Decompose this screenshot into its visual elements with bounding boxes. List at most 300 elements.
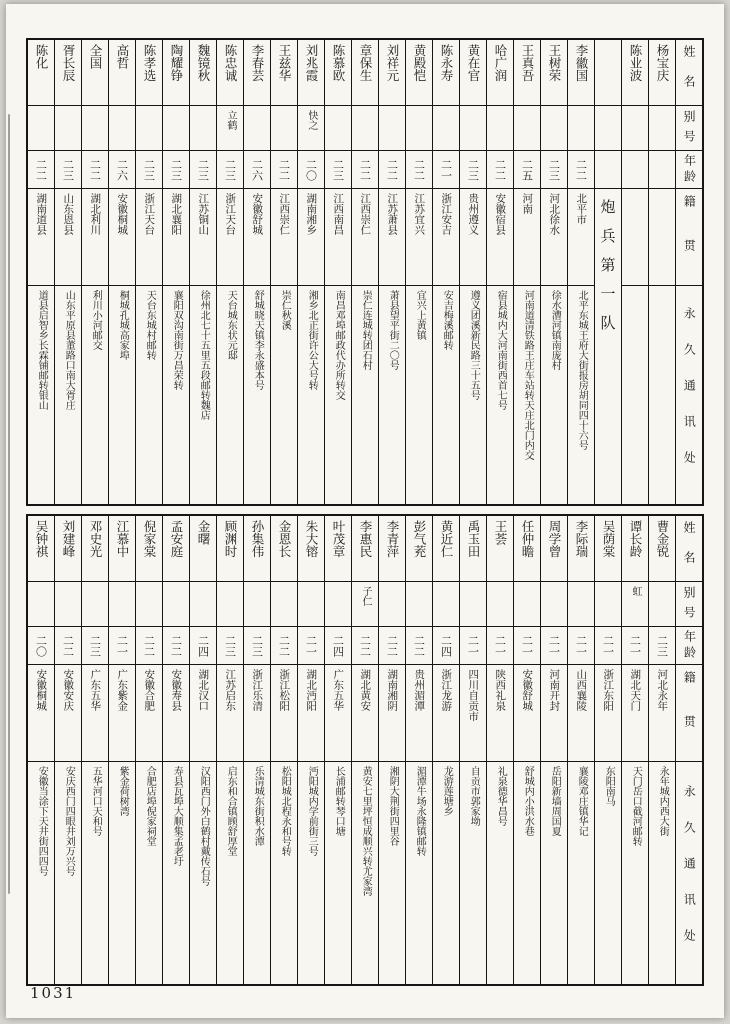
age-cell	[244, 151, 270, 189]
person-column	[324, 40, 351, 504]
person-column	[243, 516, 270, 984]
person-column	[54, 516, 81, 984]
origin-cell	[217, 189, 243, 286]
person-column	[405, 40, 432, 504]
page-spine-shadow	[8, 114, 10, 894]
person-age: 二二	[358, 634, 372, 657]
age-cell	[433, 151, 459, 189]
origin-cell	[487, 665, 513, 762]
person-age: 二二	[277, 634, 291, 657]
name-cell	[460, 40, 486, 106]
alias-cell	[568, 582, 594, 627]
name-cell	[460, 516, 486, 582]
alias-cell	[649, 106, 675, 151]
person-age: 二四	[439, 634, 453, 657]
origin-cell	[55, 189, 81, 286]
address-cell	[649, 762, 675, 984]
person-column	[540, 40, 567, 504]
alias-cell	[406, 582, 432, 627]
address-cell	[649, 286, 675, 504]
age-cell	[271, 627, 297, 665]
origin-cell	[379, 189, 405, 286]
person-origin: 湖北襄阳	[170, 193, 183, 235]
person-address: 长浦邮转琴口塘	[333, 766, 345, 836]
alias-cell	[82, 106, 108, 151]
person-age: 二一	[493, 634, 507, 657]
person-name: 陈化	[34, 44, 49, 69]
person-column	[432, 40, 459, 504]
person-address: 黄安七里坪恒成顺兴转尤家湾	[360, 766, 372, 896]
address-cell	[514, 762, 540, 984]
origin-cell	[28, 665, 54, 762]
person-origin: 安徽桐城	[35, 669, 48, 711]
name-cell	[595, 516, 621, 582]
origin-cell	[190, 189, 216, 286]
alias-cell	[82, 582, 108, 627]
age-cell	[514, 151, 540, 189]
row-header-cell	[676, 762, 702, 984]
name-cell	[55, 516, 81, 582]
age-cell	[136, 627, 162, 665]
age-cell	[352, 627, 378, 665]
origin-cell	[541, 189, 567, 286]
person-origin: 湖北天门	[629, 669, 642, 711]
age-cell	[190, 627, 216, 665]
person-origin: 湖南道县	[35, 193, 48, 235]
alias-cell	[352, 106, 378, 151]
age-cell	[217, 627, 243, 665]
person-age: 二〇	[304, 158, 318, 181]
person-address: 湘乡北正街许公大号转	[306, 290, 318, 390]
row-header-cell	[676, 189, 702, 286]
age-cell	[190, 151, 216, 189]
alias-cell	[244, 582, 270, 627]
address-cell	[82, 762, 108, 984]
address-cell	[379, 286, 405, 504]
person-origin: 陕西礼泉	[494, 669, 507, 711]
address-cell	[82, 286, 108, 504]
section-column	[594, 40, 621, 504]
origin-cell	[82, 665, 108, 762]
age-cell	[649, 627, 675, 665]
origin-cell	[298, 665, 324, 762]
person-address: 襄陵邓庄镇华记	[576, 766, 588, 836]
person-name: 黄近仁	[439, 520, 454, 558]
alias-cell	[622, 582, 648, 627]
person-origin: 江西崇仁	[359, 193, 372, 235]
scanned-page	[6, 4, 724, 1018]
person-origin: 浙江安吉	[440, 193, 453, 235]
person-origin: 江苏铜山	[197, 193, 210, 235]
age-cell	[28, 627, 54, 665]
name-cell	[433, 516, 459, 582]
alias-cell	[28, 106, 54, 151]
section-title-cell	[595, 189, 621, 504]
origin-cell	[325, 189, 351, 286]
person-name: 王兹华	[277, 44, 292, 82]
person-column	[189, 40, 216, 504]
address-cell	[271, 762, 297, 984]
person-address: 道县启智乡长霖铺邮转银山	[36, 290, 48, 410]
alias-cell	[406, 106, 432, 151]
person-address: 安徽当涂下天井街四四号	[36, 766, 48, 876]
person-column	[351, 40, 378, 504]
person-name: 李青萍	[385, 520, 400, 558]
alias-cell	[136, 582, 162, 627]
alias-cell	[568, 106, 594, 151]
name-cell	[244, 40, 270, 106]
alias-cell	[379, 582, 405, 627]
origin-cell	[244, 189, 270, 286]
person-address: 礼泉德华昌号	[495, 766, 507, 826]
person-column	[648, 516, 675, 984]
person-age: 二二	[412, 158, 426, 181]
person-name: 章保生	[358, 44, 373, 82]
age-cell	[406, 151, 432, 189]
name-cell	[568, 40, 594, 106]
person-column	[567, 516, 594, 984]
person-column	[28, 40, 54, 504]
name-cell	[622, 516, 648, 582]
alias-cell	[460, 582, 486, 627]
name-cell	[325, 516, 351, 582]
name-cell	[190, 516, 216, 582]
person-column	[135, 40, 162, 504]
row-header-label: 永久通讯处	[682, 307, 697, 487]
age-cell	[109, 627, 135, 665]
person-origin: 山东恩县	[62, 193, 75, 235]
origin-cell	[271, 665, 297, 762]
age-cell	[163, 151, 189, 189]
origin-cell	[109, 665, 135, 762]
person-origin: 河北徐水	[548, 193, 561, 235]
person-age: 二一	[547, 634, 561, 657]
person-origin: 安徽合肥	[143, 669, 156, 711]
address-cell	[568, 762, 594, 984]
origin-cell	[487, 189, 513, 286]
person-address: 湄潭牛场永隆镇邮转	[414, 766, 426, 856]
alias-cell	[649, 582, 675, 627]
person-origin: 江西南昌	[332, 193, 345, 235]
person-age: 二三	[655, 634, 669, 657]
roster-table-bottom	[26, 514, 704, 986]
person-address: 崇仁秋溪	[279, 290, 291, 330]
age-cell	[595, 627, 621, 665]
name-cell	[163, 516, 189, 582]
address-cell	[136, 762, 162, 984]
age-cell	[379, 151, 405, 189]
person-age: 二六	[115, 158, 129, 181]
person-age: 二三	[88, 634, 102, 657]
name-cell	[55, 40, 81, 106]
origin-cell	[136, 189, 162, 286]
age-cell	[109, 151, 135, 189]
name-cell	[352, 516, 378, 582]
age-cell	[433, 627, 459, 665]
person-name: 陈忠诚	[223, 44, 238, 82]
person-address: 东阳南马	[603, 766, 615, 806]
age-cell	[217, 151, 243, 189]
name-cell	[109, 516, 135, 582]
age-cell	[568, 627, 594, 665]
person-address: 沔阳城内学前街三号	[306, 766, 318, 856]
name-cell	[244, 516, 270, 582]
person-address: 崇仁连城转团石村	[360, 290, 372, 370]
person-name: 高哲	[115, 44, 130, 69]
alias-cell	[55, 106, 81, 151]
name-cell	[217, 516, 243, 582]
person-name: 刘兆霞	[304, 44, 319, 82]
age-cell	[163, 627, 189, 665]
person-address: 山东平原县董路口南大胥庄	[63, 290, 75, 410]
name-cell	[271, 40, 297, 106]
person-age: 二二	[61, 634, 75, 657]
person-name: 李惠民	[358, 520, 373, 558]
person-address: 舒城晓天镇李永盛本号	[252, 290, 264, 390]
person-age: 二一	[601, 634, 615, 657]
alias-cell	[595, 582, 621, 627]
person-age: 二三	[142, 158, 156, 181]
name-cell	[190, 40, 216, 106]
origin-cell	[244, 665, 270, 762]
address-cell	[325, 286, 351, 504]
age-cell	[460, 627, 486, 665]
person-address: 河南道清铁路王庄车站转天庄北门内交	[522, 290, 534, 460]
address-cell	[55, 762, 81, 984]
person-column	[216, 516, 243, 984]
person-alias: 子仁	[360, 586, 371, 606]
age-cell	[514, 627, 540, 665]
person-name: 李际瑞	[574, 520, 589, 558]
person-column	[378, 40, 405, 504]
person-origin: 广东紫金	[116, 669, 129, 711]
person-name: 倪家棠	[142, 520, 157, 558]
age-cell	[298, 627, 324, 665]
row-header-label: 籍贯	[682, 671, 697, 759]
person-column	[621, 516, 648, 984]
name-cell	[82, 40, 108, 106]
alias-cell	[244, 106, 270, 151]
person-origin: 湖北汉口	[197, 669, 210, 711]
person-column	[162, 40, 189, 504]
person-address: 合肥店埠倪家祠堂	[144, 766, 156, 846]
person-address: 寿县瓦埠大顺集孟老圩	[171, 766, 183, 866]
person-age: 二三	[169, 158, 183, 181]
person-origin: 安徽安庆	[62, 669, 75, 711]
row-header-label: 永久通讯处	[682, 785, 697, 965]
person-age: 二三	[223, 634, 237, 657]
person-age: 二一	[439, 158, 453, 181]
person-age: 二二	[169, 634, 183, 657]
age-cell	[541, 627, 567, 665]
person-address: 徐州北七十五里五段邮转魏店	[198, 290, 210, 420]
person-name: 陈慕欧	[331, 44, 346, 82]
person-origin: 湖北黄安	[359, 669, 372, 711]
row-header-cell	[676, 582, 702, 627]
person-column	[81, 516, 108, 984]
person-origin: 安徽寿县	[170, 669, 183, 711]
person-name: 陈永寿	[439, 44, 454, 82]
address-cell	[325, 762, 351, 984]
row-header-label: 别号	[682, 110, 696, 150]
person-age: 二二	[34, 158, 48, 181]
age-cell	[325, 627, 351, 665]
person-address: 舒城内小洪水巷	[522, 766, 534, 836]
address-cell	[271, 286, 297, 504]
alias-cell	[271, 106, 297, 151]
person-address: 龙游莲塘乡	[441, 766, 453, 816]
person-age: 二三	[250, 634, 264, 657]
origin-cell	[622, 189, 648, 286]
age-cell	[325, 151, 351, 189]
origin-cell	[568, 665, 594, 762]
origin-cell	[136, 665, 162, 762]
person-column	[540, 516, 567, 984]
person-age: 二二	[88, 158, 102, 181]
origin-cell	[271, 189, 297, 286]
age-cell	[487, 627, 513, 665]
person-address: 襄阳双沟南街万昌荣转	[171, 290, 183, 390]
name-cell	[325, 40, 351, 106]
person-name: 谭长龄	[628, 520, 643, 558]
address-cell	[55, 286, 81, 504]
person-name: 金曙	[196, 520, 211, 545]
person-column	[351, 516, 378, 984]
person-column	[459, 516, 486, 984]
person-name: 黄在官	[466, 44, 481, 82]
name-cell	[109, 40, 135, 106]
origin-cell	[568, 189, 594, 286]
person-origin: 湖南湘阴	[386, 669, 399, 711]
section-title: 炮兵第一队	[598, 199, 617, 344]
person-address: 永年城内西大街	[657, 766, 669, 836]
person-origin: 安徽舒城	[251, 193, 264, 235]
person-name: 哈广润	[493, 44, 508, 82]
age-cell	[541, 151, 567, 189]
person-column	[648, 40, 675, 504]
person-column	[324, 516, 351, 984]
person-address: 启东和合镇顾舒厚堂	[225, 766, 237, 856]
person-column	[135, 516, 162, 984]
person-origin: 江苏宜兴	[413, 193, 426, 235]
origin-cell	[82, 189, 108, 286]
origin-cell	[649, 665, 675, 762]
alias-cell	[217, 106, 243, 151]
name-cell	[298, 516, 324, 582]
origin-cell	[649, 189, 675, 286]
address-cell	[244, 286, 270, 504]
alias-cell	[55, 582, 81, 627]
age-cell	[298, 151, 324, 189]
name-cell	[28, 516, 54, 582]
person-column	[513, 40, 540, 504]
alias-cell	[487, 106, 513, 151]
address-cell	[514, 286, 540, 504]
person-name: 吴荫棠	[601, 520, 616, 558]
name-cell	[487, 516, 513, 582]
person-column	[54, 40, 81, 504]
person-address: 湘阴大荆街四里谷	[387, 766, 399, 846]
name-cell	[514, 40, 540, 106]
alias-cell	[136, 106, 162, 151]
person-name: 陈业波	[628, 44, 643, 82]
person-column	[378, 516, 405, 984]
alias-cell	[352, 582, 378, 627]
age-cell	[622, 627, 648, 665]
person-address: 南昌邓埠邮政代办所转交	[333, 290, 345, 400]
alias-cell	[298, 582, 324, 627]
address-cell	[406, 286, 432, 504]
person-origin: 贵州遵义	[467, 193, 480, 235]
person-name: 朱大镕	[304, 520, 319, 558]
person-address: 天台东城村邮转	[144, 290, 156, 360]
address-cell	[190, 286, 216, 504]
age-cell	[82, 627, 108, 665]
address-cell	[460, 762, 486, 984]
person-origin: 湖南湘乡	[305, 193, 318, 235]
person-origin: 江苏萧县	[386, 193, 399, 235]
alias-cell	[541, 582, 567, 627]
name-cell	[622, 40, 648, 106]
person-name: 禹玉田	[466, 520, 481, 558]
person-age: 二二	[574, 158, 588, 181]
person-origin: 江西崇仁	[278, 193, 291, 235]
person-column	[270, 40, 297, 504]
address-cell	[541, 762, 567, 984]
address-cell	[352, 762, 378, 984]
alias-cell	[190, 106, 216, 151]
person-origin: 安徽桐城	[116, 193, 129, 235]
name-cell	[379, 40, 405, 106]
address-cell	[109, 286, 135, 504]
person-column	[162, 516, 189, 984]
person-name: 黄殿恺	[412, 44, 427, 82]
row-header-label: 年龄	[682, 153, 697, 186]
person-column	[189, 516, 216, 984]
person-name: 陈孝选	[142, 44, 157, 82]
alias-cell	[622, 106, 648, 151]
age-cell	[460, 151, 486, 189]
age-cell	[82, 151, 108, 189]
alias-cell	[379, 106, 405, 151]
address-cell	[244, 762, 270, 984]
name-cell	[352, 40, 378, 106]
person-alias: 快之	[306, 110, 317, 130]
person-name: 曹金锐	[655, 520, 670, 558]
age-cell	[379, 627, 405, 665]
person-alias: 虹	[630, 586, 641, 596]
person-name: 金恩长	[277, 520, 292, 558]
origin-cell	[406, 189, 432, 286]
name-cell	[28, 40, 54, 106]
name-cell	[487, 40, 513, 106]
address-cell	[298, 286, 324, 504]
origin-cell	[190, 665, 216, 762]
person-address: 宿县城内大河南街西首七号	[495, 290, 507, 410]
person-column	[297, 40, 324, 504]
alias-cell	[541, 106, 567, 151]
roster-table-top	[26, 38, 704, 506]
name-cell	[433, 40, 459, 106]
person-column	[567, 40, 594, 504]
person-age: 二二	[277, 158, 291, 181]
person-age: 二二	[358, 158, 372, 181]
row-header-cell	[676, 516, 702, 582]
person-column	[243, 40, 270, 504]
address-cell	[595, 762, 621, 984]
person-age: 二六	[250, 158, 264, 181]
person-name: 魏镜秋	[196, 44, 211, 82]
